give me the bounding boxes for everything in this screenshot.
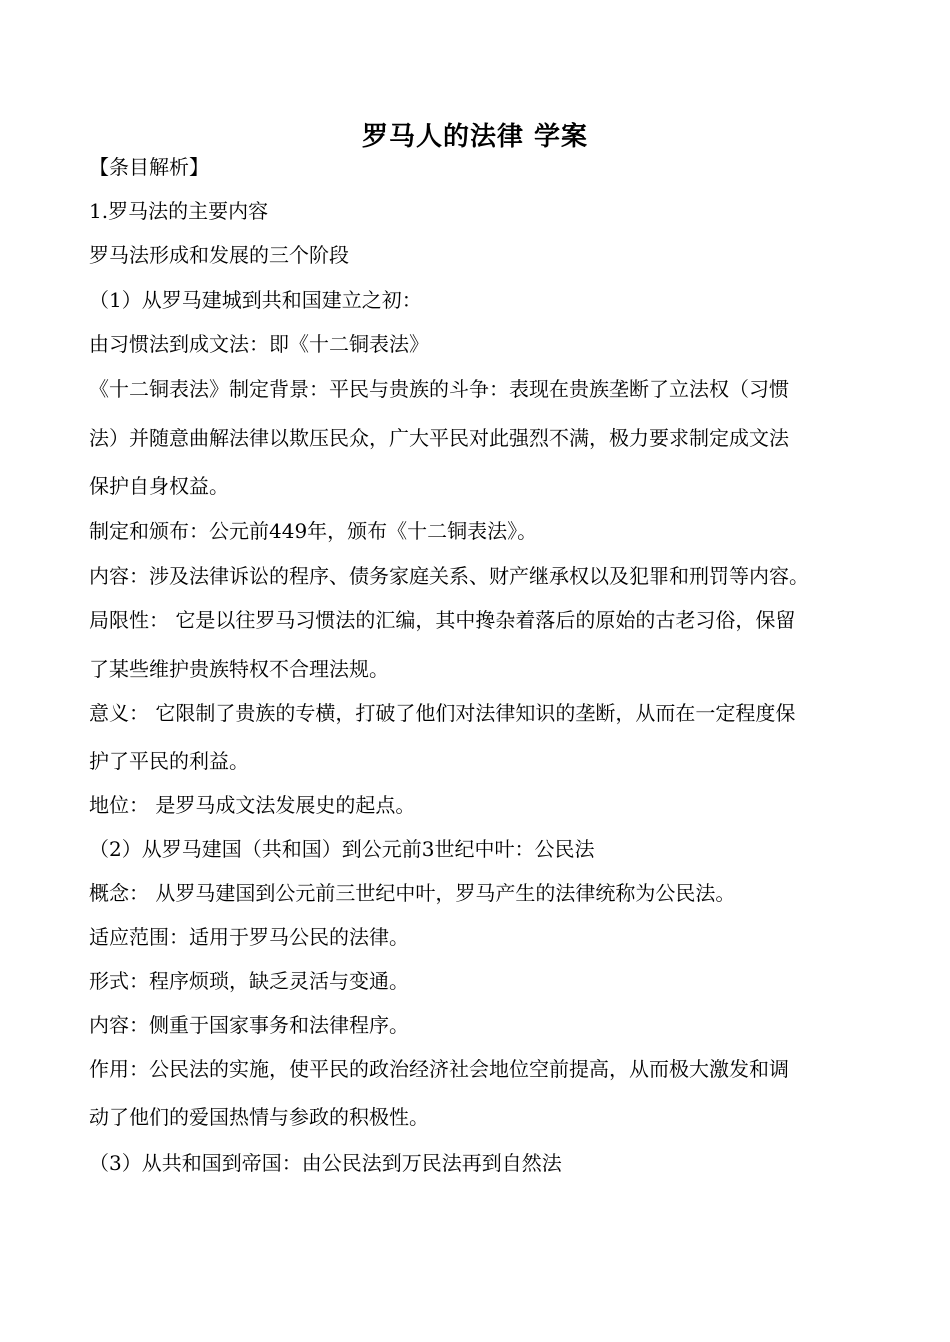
paragraph-line: 制定和颁布：公元前449年，颁布《十二铜表法》。 (89, 519, 538, 543)
paragraph-line: 《十二铜表法》制定背景：平民与贵族的斗争：表现在贵族垄断了立法权（习惯 (89, 377, 789, 401)
paragraph-line: 罗马法形成和发展的三个阶段 (89, 243, 349, 267)
paragraph-line: 概念： 从罗马建国到公元前三世纪中叶，罗马产生的法律统称为公民法。 (89, 881, 736, 905)
paragraph-line: 保护自身权益。 (89, 474, 229, 498)
paragraph-line: 地位： 是罗马成文法发展史的起点。 (89, 793, 416, 817)
paragraph-line: 适应范围：适用于罗马公民的法律。 (89, 925, 409, 949)
stage-heading: （1）从罗马建城到共和国建立之初： (89, 288, 422, 312)
document-title: 罗马人的法律 学案 (361, 122, 589, 152)
paragraph-line: 动了他们的爱国热情与参政的积极性。 (89, 1105, 429, 1129)
stage-heading: （3）从共和国到帝国：由公民法到万民法再到自然法 (89, 1151, 562, 1175)
paragraph-line: 局限性： 它是以往罗马习惯法的汇编，其中搀杂着落后的原始的古老习俗，保留 (89, 608, 796, 632)
paragraph-line: 内容：涉及法律诉讼的程序、债务家庭关系、财产继承权以及犯罪和刑罚等内容。 (89, 564, 809, 588)
paragraph-line: 护了平民的利益。 (89, 749, 249, 773)
paragraph-line: 作用：公民法的实施，使平民的政治经济社会地位空前提高，从而极大激发和调 (89, 1057, 789, 1081)
paragraph-line: 由习惯法到成文法：即《十二铜表法》 (89, 332, 429, 356)
subsection-heading: 1.罗马法的主要内容 (89, 199, 269, 223)
paragraph-line: 形式：程序烦琐，缺乏灵活与变通。 (89, 969, 409, 993)
section-heading: 【条目解析】 (89, 155, 209, 179)
paragraph-line: 法）并随意曲解法律以欺压民众，广大平民对此强烈不满，极力要求制定成文法 (89, 426, 789, 450)
paragraph-line: 内容：侧重于国家事务和法律程序。 (89, 1013, 409, 1037)
paragraph-line: 意义： 它限制了贵族的专横，打破了他们对法律知识的垄断，从而在一定程度保 (89, 701, 796, 725)
stage-heading: （2）从罗马建国（共和国）到公元前3世纪中叶：公民法 (89, 837, 595, 861)
paragraph-line: 了某些维护贵族特权不合理法规。 (89, 657, 389, 681)
